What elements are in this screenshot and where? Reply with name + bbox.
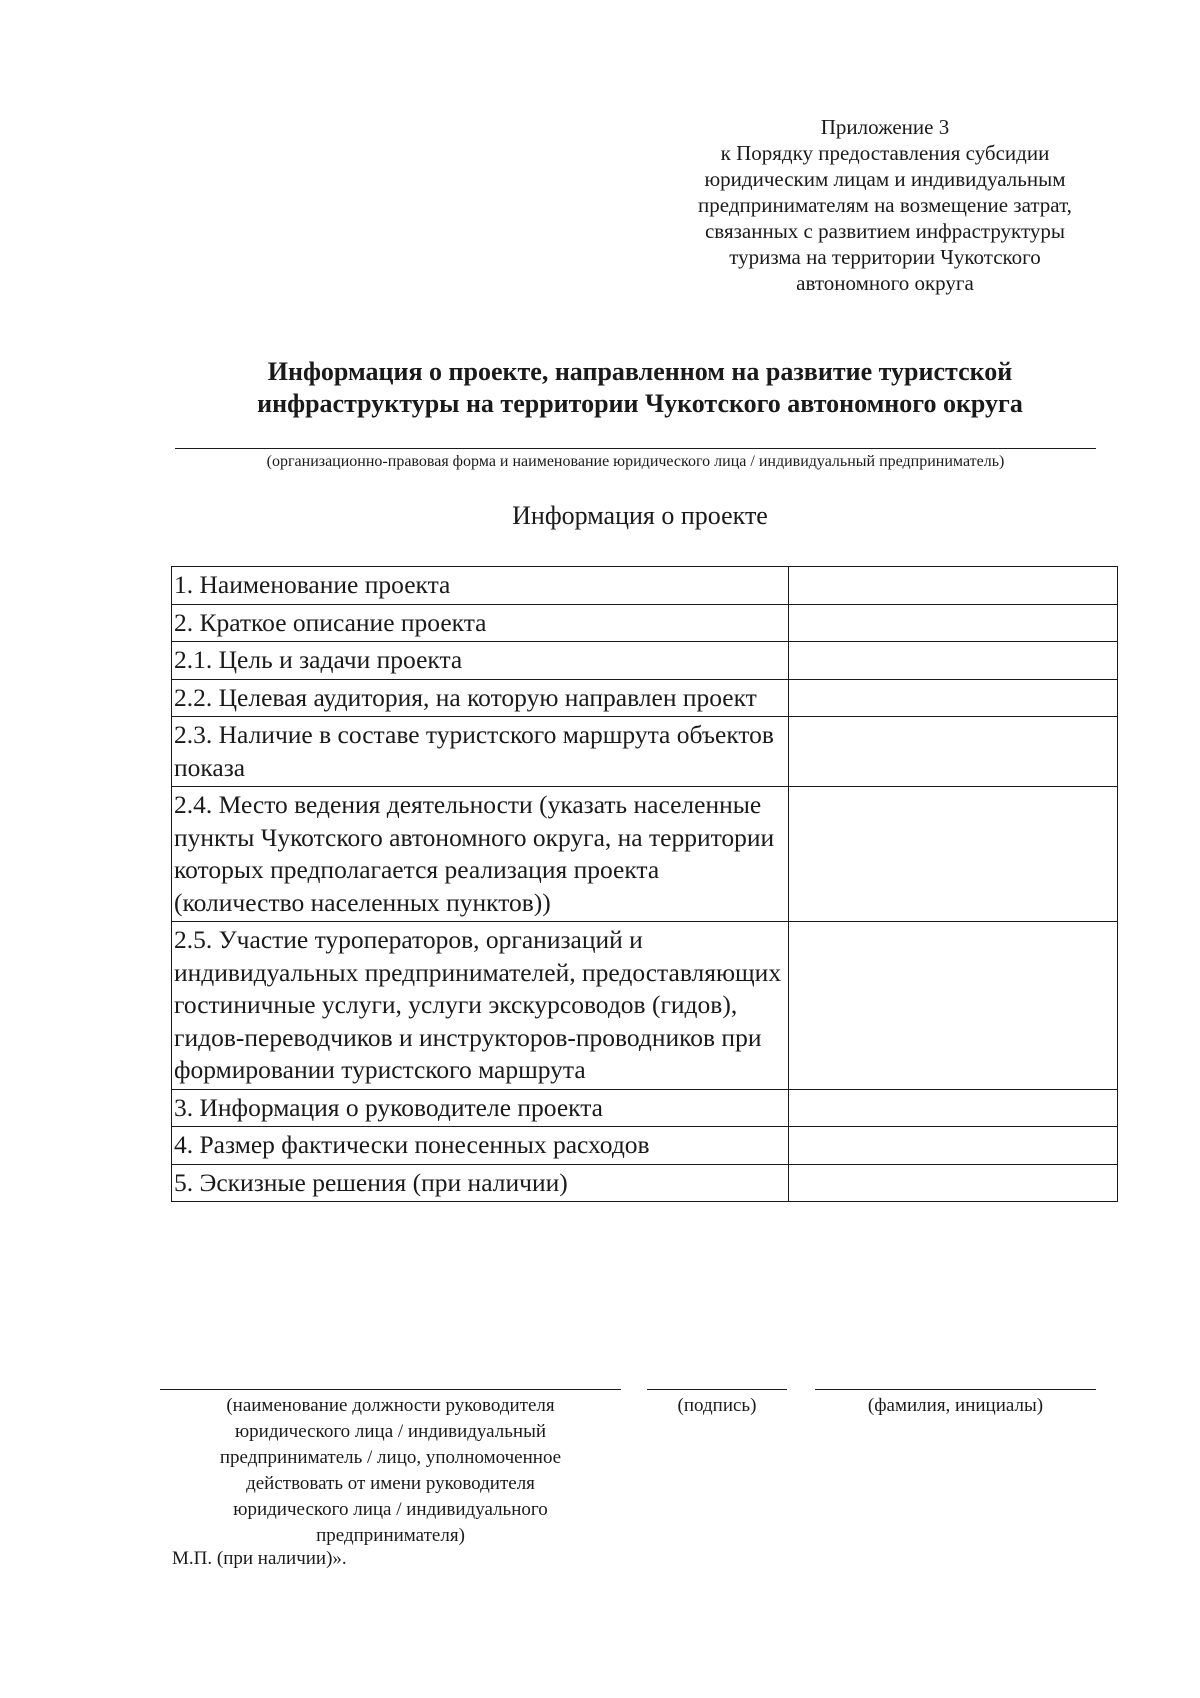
document-title xyxy=(160,356,1120,420)
table-row xyxy=(172,604,1118,642)
row-value-cell[interactable] xyxy=(789,922,1118,1090)
row-value-cell[interactable] xyxy=(789,787,1118,922)
row-value-cell[interactable] xyxy=(789,717,1118,787)
appendix-line: туризма на территории Чукотского xyxy=(729,245,1041,269)
appendix-line: Приложение 3 xyxy=(820,115,950,139)
position-caption-line: (наименование должности руководителя xyxy=(226,1395,555,1416)
project-info-table xyxy=(171,566,1118,1202)
table-row xyxy=(172,1127,1118,1165)
appendix-line: юридическим лицам и индивидуальным xyxy=(704,167,1066,191)
position-caption-line: действовать от имени руководителя xyxy=(246,1473,535,1494)
table-row xyxy=(172,679,1118,717)
title-line: инфраструктуры на территории Чукотского автономного округа xyxy=(257,389,1023,418)
row-label: 2.4. Место ведения деятельности (указать населенные пункты Чукотского автономного округа, на территории которых предполагается реализация проекта (количество населенных пунктов)) xyxy=(172,787,789,922)
table-row xyxy=(172,1089,1118,1127)
row-label: 2.5. Участие туроператоров, организаций и индивидуальных предпринимателей, предоставляющих гостиничные услуги, услуги экскурсоводов (гидов), гидов-переводчиков и инструкторов-проводников при формировании туристского маршрута xyxy=(172,922,789,1090)
organization-fill-line[interactable] xyxy=(175,448,1096,449)
appendix-line: к Порядку предоставления субсидии xyxy=(720,141,1050,165)
row-label: 2.1. Цель и задачи проекта xyxy=(172,642,789,680)
table-row xyxy=(172,1164,1118,1202)
name-fill-line[interactable] xyxy=(815,1389,1096,1390)
row-value-cell[interactable] xyxy=(789,1089,1118,1127)
row-value-cell[interactable] xyxy=(789,604,1118,642)
row-label: 2.2. Целевая аудитория, на которую направлен проект xyxy=(172,679,789,717)
position-caption-line: юридического лица / индивидуальный xyxy=(234,1421,547,1442)
position-caption-line: предпринимателя) xyxy=(316,1525,465,1546)
row-label: 1. Наименование проекта xyxy=(172,567,789,605)
row-value-cell[interactable] xyxy=(789,567,1118,605)
signature-caption: (подпись) xyxy=(677,1395,757,1416)
table-row xyxy=(172,567,1118,605)
position-fill-line[interactable] xyxy=(160,1389,621,1390)
row-label: 5. Эскизные решения (при наличии) xyxy=(172,1164,789,1202)
row-label: 3. Информация о руководителе проекта xyxy=(172,1089,789,1127)
table-row xyxy=(172,922,1118,1090)
position-caption xyxy=(160,1393,621,1549)
position-caption-line: предприниматель / лицо, уполномоченное xyxy=(219,1447,562,1468)
table-row xyxy=(172,717,1118,787)
appendix-line: автономного округа xyxy=(796,271,974,295)
row-label: 2. Краткое описание проекта xyxy=(172,604,789,642)
name-caption: (фамилия, инициалы) xyxy=(867,1395,1044,1416)
signature-fill-line[interactable] xyxy=(647,1389,787,1390)
appendix-line: предпринимателям на возмещение затрат, xyxy=(698,193,1072,217)
section-title: Информация о проекте xyxy=(512,501,768,530)
row-label: 2.3. Наличие в составе туристского маршрута объектов показа xyxy=(172,717,789,787)
appendix-header xyxy=(660,114,1110,296)
position-caption-line: юридического лица / индивидуального xyxy=(233,1499,548,1520)
row-value-cell[interactable] xyxy=(789,642,1118,680)
table-row xyxy=(172,642,1118,680)
appendix-line: связанных с развитием инфраструктуры xyxy=(704,219,1065,243)
row-value-cell[interactable] xyxy=(789,679,1118,717)
stamp-note: М.П. (при наличии)». xyxy=(172,1548,347,1569)
organization-caption: (организационно-правовая форма и наименование юридического лица / индивидуальный предприниматель) xyxy=(266,453,1005,470)
title-line: Информация о проекте, направленном на развитие туристской xyxy=(267,357,1013,386)
table-row xyxy=(172,787,1118,922)
row-label: 4. Размер фактически понесенных расходов xyxy=(172,1127,789,1165)
row-value-cell[interactable] xyxy=(789,1127,1118,1165)
row-value-cell[interactable] xyxy=(789,1164,1118,1202)
